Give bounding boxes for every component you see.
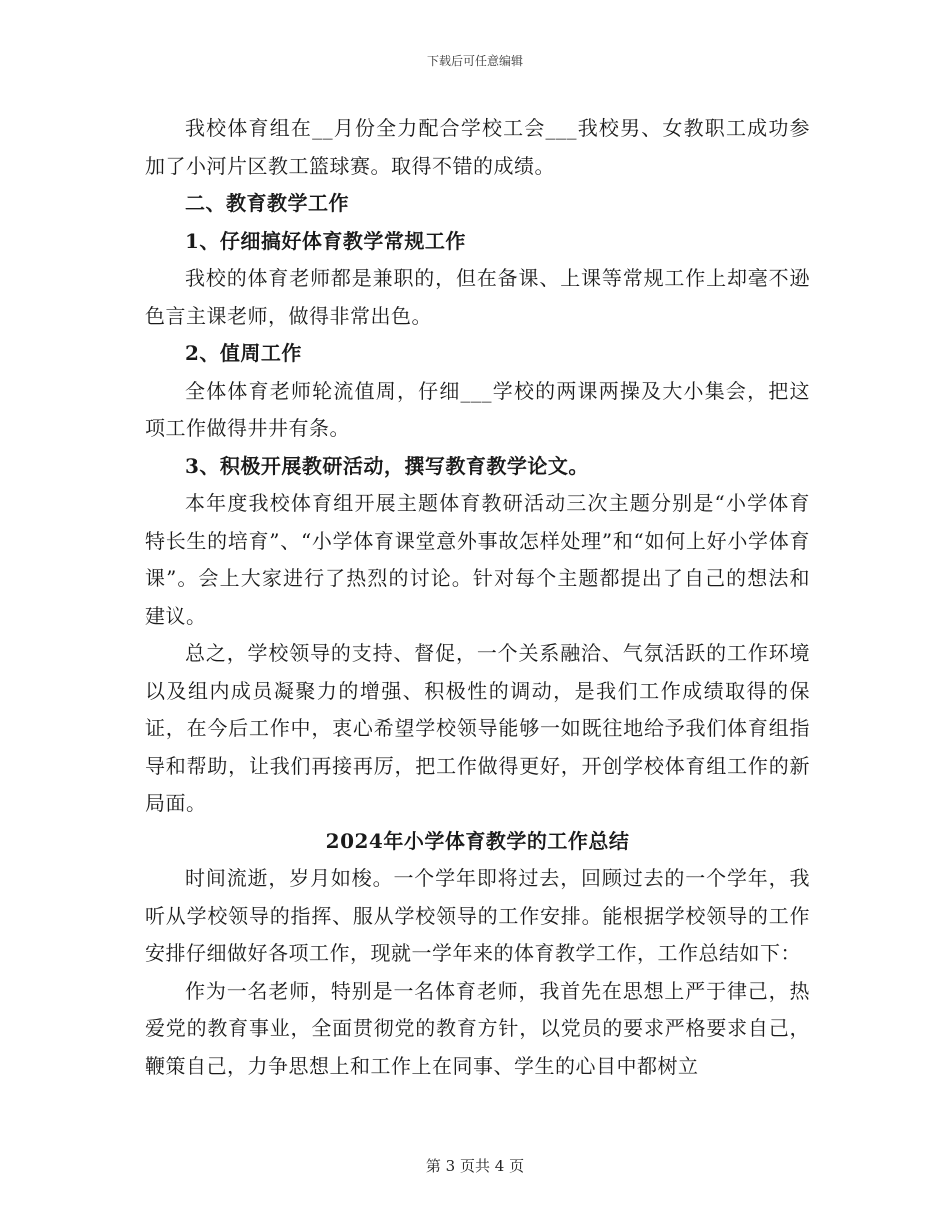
document-title: 2024年小学体育教学的工作总结 (325, 828, 630, 853)
item-heading-research: 3、积极开展教研活动，撰写教育教学论文。 (185, 453, 589, 478)
paragraph-ideology: 作为一名老师，特别是一名体育老师，我首先在思想上严于律己，热爱党的教育事业，全面贯彻党的教育方针，以党员的要求严格要求自己，鞭策自己，力争思想上和工作上在同事、学生的心目中都树立 (145, 978, 810, 1078)
item-heading-routine: 1、仔细搞好体育教学常规工作 (185, 228, 466, 253)
page-footer: 第 3 页共 4 页 (425, 1157, 525, 1175)
item-heading-duty: 2、值周工作 (185, 341, 302, 365)
paragraph-research: 本年度我校体育组开展主题体育教研活动三次主题分别是“小学体育特长生的培育”、“小学体育课堂意外事故怎样处理”和“如何上好小学体育课”。会上大家进行了热烈的讨论。针对每个主题都提出了自己的想法和建议。 (145, 491, 810, 628)
paragraph-intro: 时间流逝，岁月如梭。一个学年即将过去，回顾过去的一个学年，我听从学校领导的指挥、服从学校领导的工作安排。能根据学校领导的工作安排仔细做好各项工作，现就一学年来的体育教学工作，工作总结如下： (145, 866, 810, 965)
header-note: 下载后可任意编辑 (426, 54, 523, 68)
paragraph-routine: 我校的体育老师都是兼职的，但在备课、上课等常规工作上却毫不逊色言主课老师，做得非常出色。 (145, 266, 810, 328)
document-body (145, 110, 810, 1085)
paragraph-conclusion: 总之，学校领导的支持、督促，一个关系融洽、气氛活跃的工作环境以及组内成员凝聚力的增强、积极性的调动，是我们工作成绩取得的保证，在今后工作中，衷心希望学校领导能够一如既往地给予我们体育组指导和帮助，让我们再接再厉，把工作做得更好，开创学校体育组工作的新局面。 (145, 641, 810, 815)
paragraph-duty: 全体体育老师轮流值周，仔细___学校的两课两操及大小集会，把这项工作做得井井有条。 (145, 378, 810, 440)
paragraph-basketball: 我校体育组在__月份全力配合学校工会___我校男、女教职工成功参加了小河片区教工篮球赛。取得不错的成绩。 (145, 116, 810, 178)
section-heading-teaching: 二、教育教学工作 (185, 191, 349, 215)
